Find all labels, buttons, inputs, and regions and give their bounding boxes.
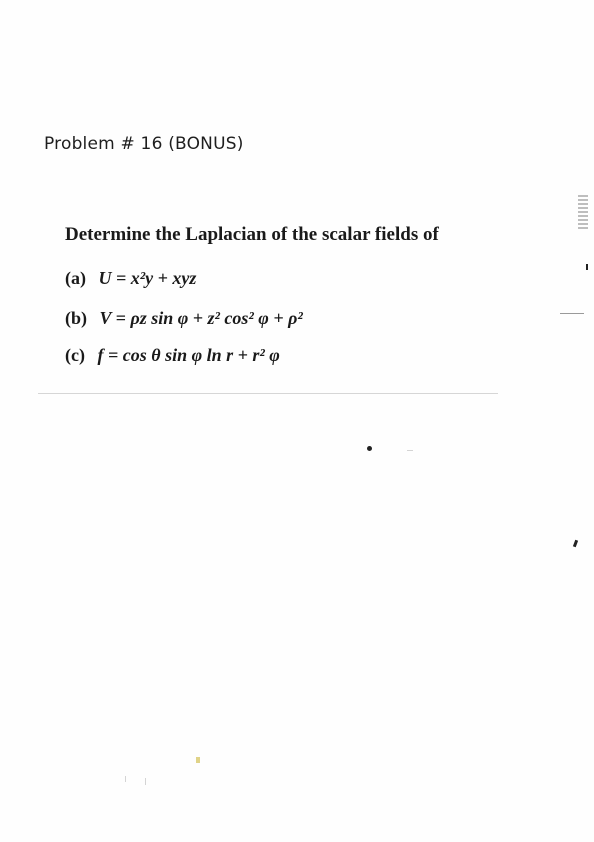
part-c-label: (c) — [65, 345, 85, 365]
part-a-expression: U = x²y + xyz — [98, 268, 197, 288]
problem-heading: Problem # 16 (BONUS) — [44, 134, 244, 154]
part-b-label: (b) — [65, 308, 87, 328]
faint-mark — [125, 776, 126, 782]
scanned-edge-line — [560, 313, 584, 314]
part-b — [65, 308, 303, 329]
part-a-label: (a) — [65, 268, 86, 288]
ink-dot — [367, 446, 372, 451]
problem-box — [38, 196, 498, 394]
ink-speck — [573, 540, 578, 548]
yellow-speck — [196, 757, 200, 763]
part-a — [65, 268, 196, 289]
scan-speck — [586, 264, 588, 270]
problem-instruction: Determine the Laplacian of the scalar fields of — [65, 224, 439, 245]
faint-mark — [407, 450, 413, 451]
part-c — [65, 345, 280, 366]
faint-mark — [145, 778, 146, 785]
part-b-expression: V = ρz sin φ + z² cos² φ + ρ² — [99, 308, 303, 328]
part-c-expression: f = cos θ sin φ ln r + r² φ — [97, 345, 280, 365]
scanned-edge-mark — [578, 195, 588, 229]
